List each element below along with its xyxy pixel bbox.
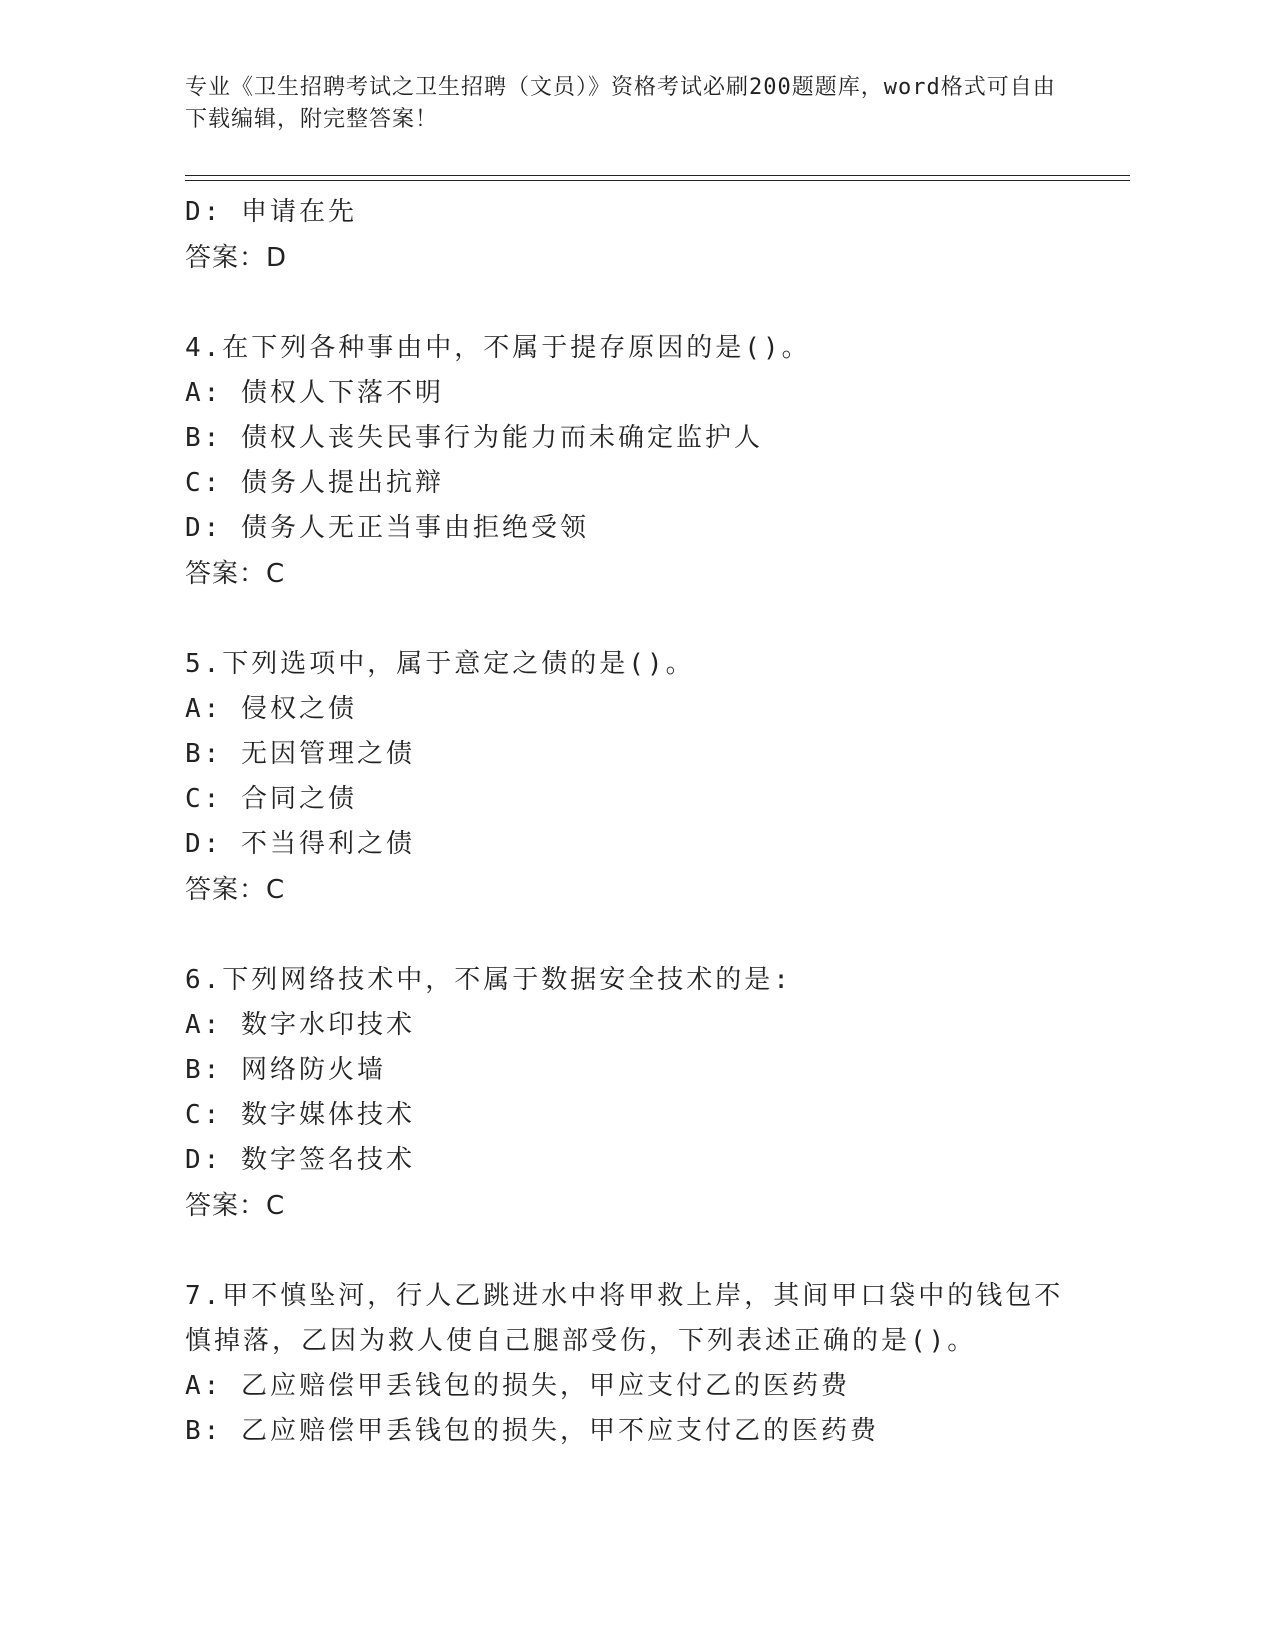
answer: 答案：C xyxy=(185,559,286,589)
option-a: A: 侵权之债 xyxy=(185,694,357,724)
question-6 xyxy=(185,958,1065,1229)
answer: 答案：C xyxy=(185,1191,286,1221)
option-d: D: 数字签名技术 xyxy=(185,1145,415,1175)
option-c: C: 合同之债 xyxy=(185,784,357,814)
question-5 xyxy=(185,642,1065,913)
option-a: A: 债权人下落不明 xyxy=(185,378,444,408)
question-4 xyxy=(185,326,1065,597)
question-stem: 4.在下列各种事由中，不属于提存原因的是()。 xyxy=(185,333,811,363)
option-c: C: 数字媒体技术 xyxy=(185,1100,415,1130)
document-body xyxy=(185,190,1065,1454)
option-d: D: 申请在先 xyxy=(185,197,357,227)
question-7 xyxy=(185,1274,1065,1454)
option-b: B: 无因管理之债 xyxy=(185,739,415,769)
question-3-partial xyxy=(185,190,1065,281)
option-b: B: 债权人丧失民事行为能力而未确定监护人 xyxy=(185,423,763,453)
option-d: D: 不当得利之债 xyxy=(185,829,415,859)
option-b: B: 乙应赔偿甲丢钱包的损失，甲不应支付乙的医药费 xyxy=(185,1416,879,1446)
page-header: 专业《卫生招聘考试之卫生招聘（文员）》资格考试必刷200题题库，word格式可自由下载编辑，附完整答案！ xyxy=(185,75,1056,132)
question-stem: 6.下列网络技术中，不属于数据安全技术的是: xyxy=(185,965,792,995)
option-d: D: 债务人无正当事由拒绝受领 xyxy=(185,513,589,543)
question-stem: 7.甲不慎坠河，行人乙跳进水中将甲救上岸，其间甲口袋中的钱包不慎掉落，乙因为救人使自己腿部受伤，下列表述正确的是()。 xyxy=(185,1281,1064,1356)
answer: 答案：D xyxy=(185,243,288,273)
header-rule-top xyxy=(185,175,1130,176)
option-b: B: 网络防火墙 xyxy=(185,1055,386,1085)
option-a: A: 数字水印技术 xyxy=(185,1010,415,1040)
option-a: A: 乙应赔偿甲丢钱包的损失，甲应支付乙的医药费 xyxy=(185,1371,850,1401)
option-c: C: 债务人提出抗辩 xyxy=(185,468,444,498)
answer: 答案：C xyxy=(185,875,286,905)
header-rule-bottom xyxy=(185,180,1130,181)
question-stem: 5.下列选项中，属于意定之债的是()。 xyxy=(185,649,695,679)
